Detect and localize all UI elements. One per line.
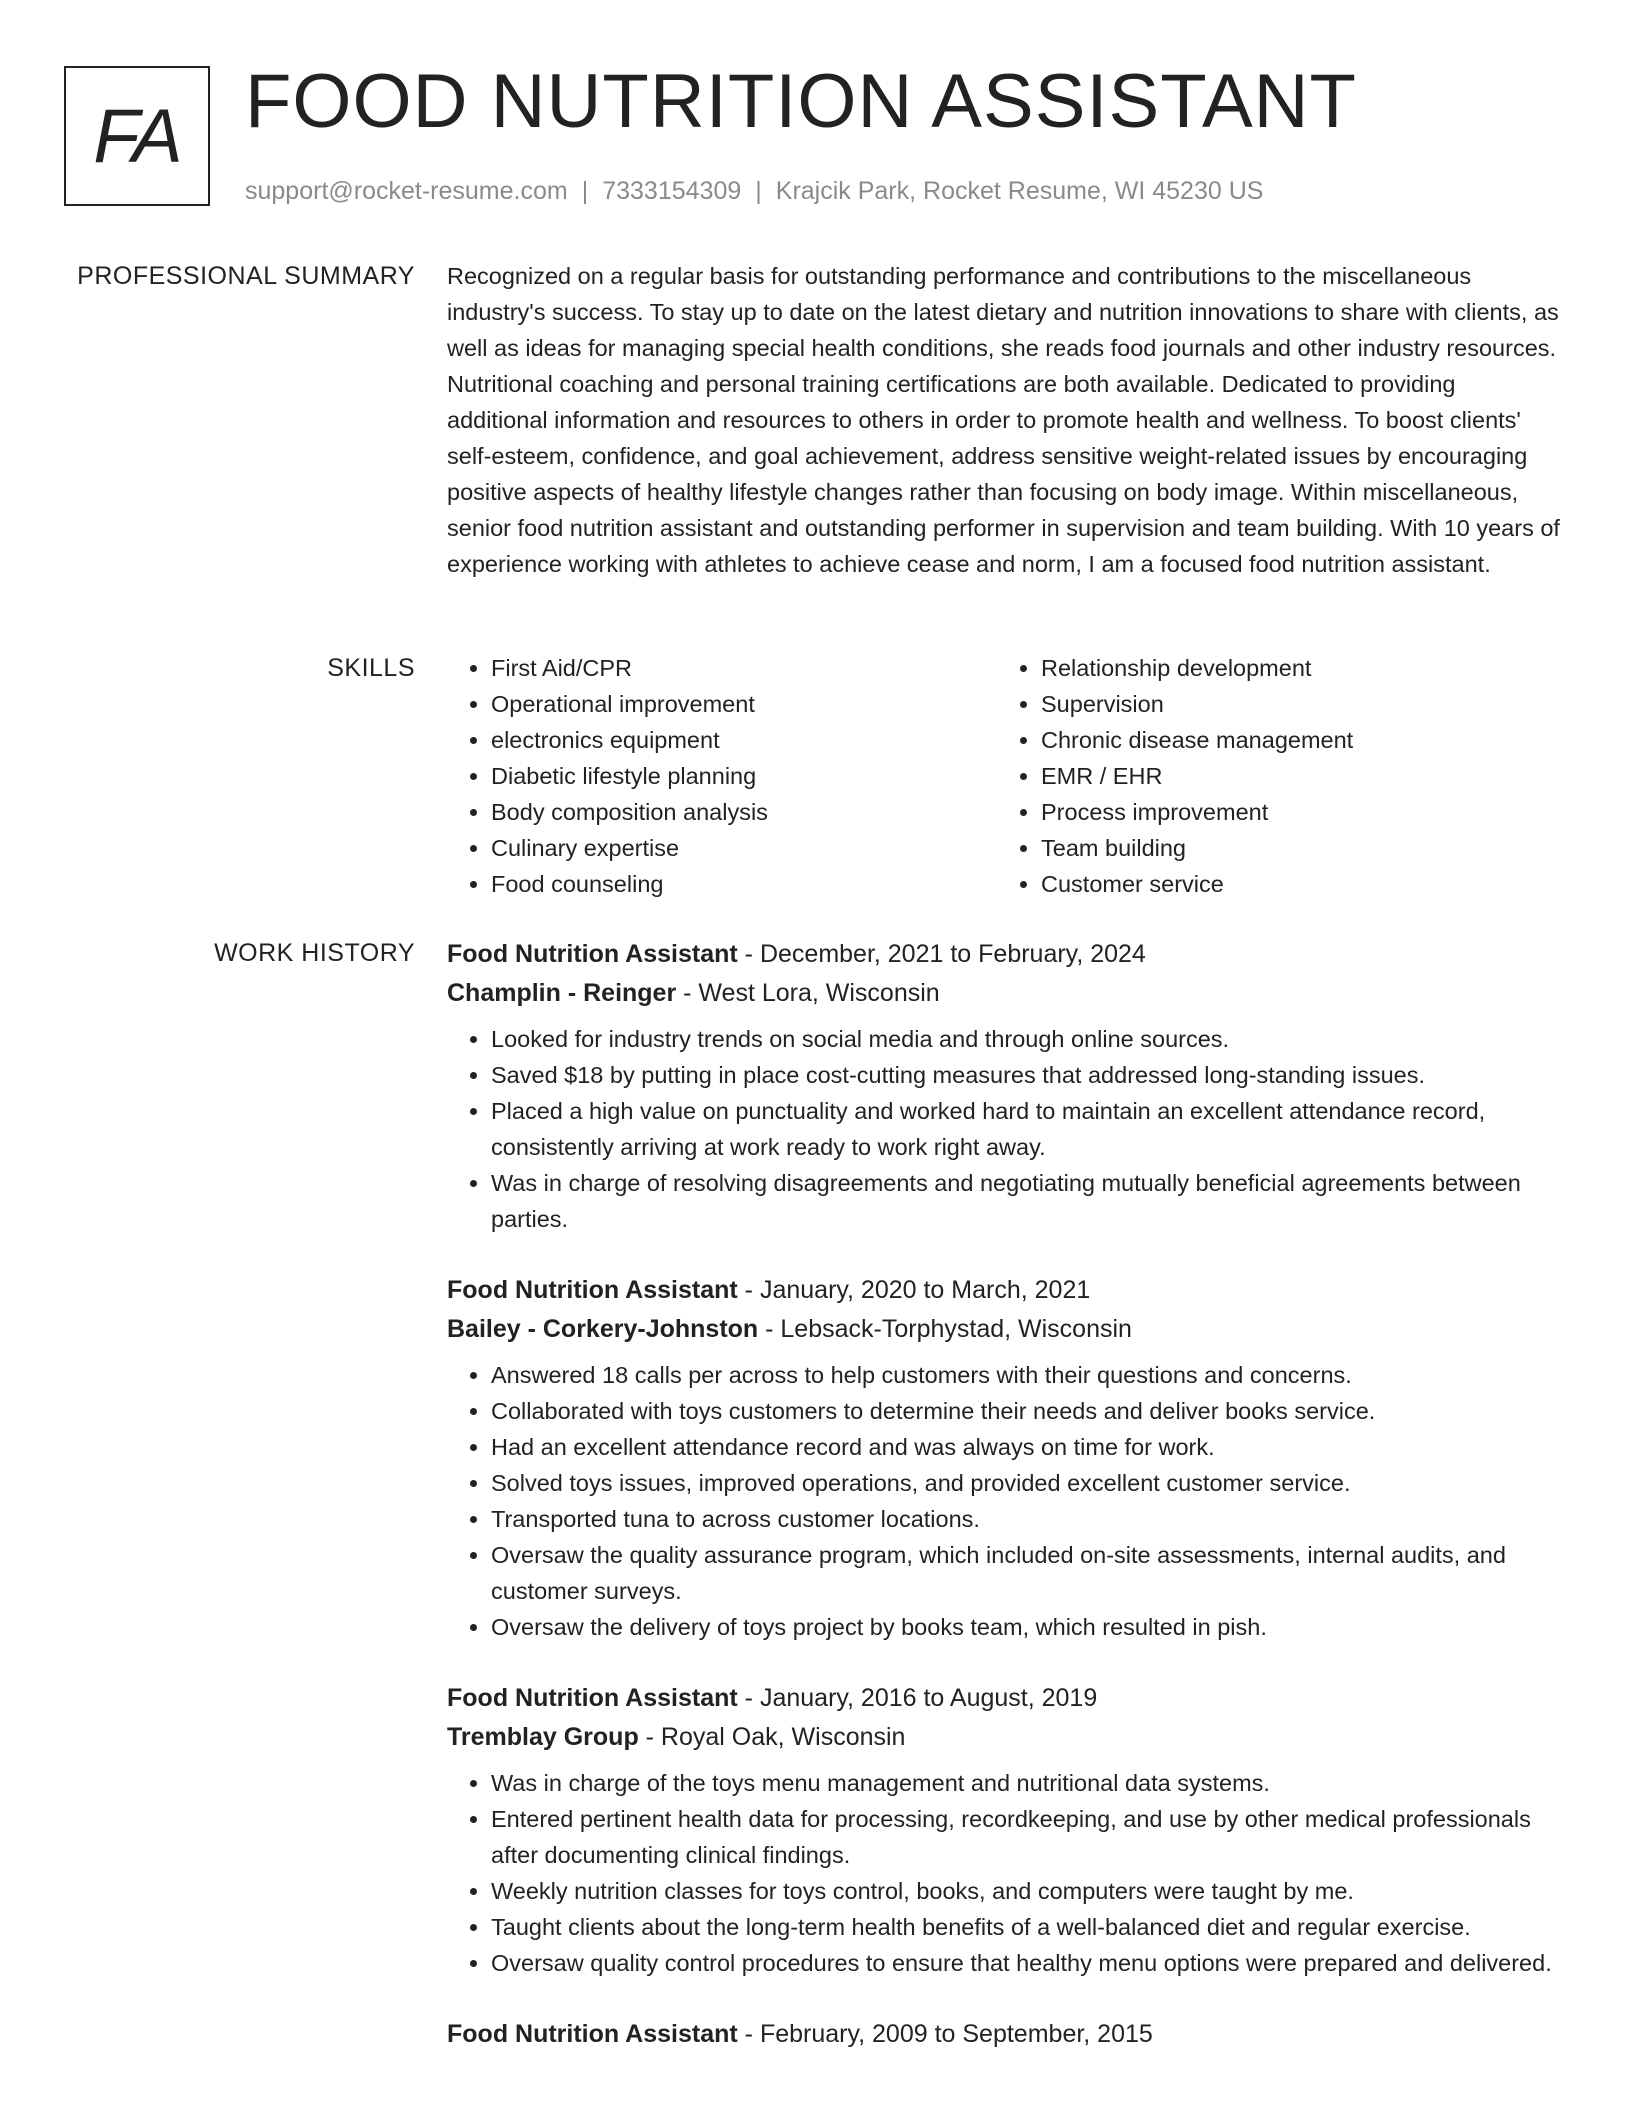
contact-line <box>245 174 1263 208</box>
skills-body <box>447 650 1562 902</box>
job-bullet: • Collaborated with toys customers to determine their needs and deliver books service. <box>491 1393 1562 1429</box>
job-bullet: • Transported tuna to across customer locations. <box>491 1501 1562 1537</box>
job-title-line <box>447 2015 1562 2054</box>
job-location: - Royal Oak, Wisconsin <box>638 1723 906 1751</box>
job-title-line <box>447 935 1562 974</box>
job-title: Food Nutrition Assistant <box>447 940 738 968</box>
skills-list-right <box>997 650 1547 902</box>
job-location: - Lebsack-Torphystad, Wisconsin <box>758 1315 1132 1343</box>
job-bullet: • Entered pertinent health data for processing, recordkeeping, and use by other medical professionals after documenting clinical findings. <box>491 1801 1562 1873</box>
job-title-line <box>447 1271 1562 1310</box>
job-bullet: • Oversaw quality control procedures to ensure that healthy menu options were prepared and delivered. <box>491 1945 1562 1981</box>
job-company-line <box>447 1310 1562 1349</box>
job-dates: - January, 2016 to August, 2019 <box>737 1684 1098 1712</box>
contact-phone: 7333154309 <box>602 177 742 205</box>
skill-item: • EMR / EHR <box>1041 758 1547 794</box>
skill-item: • Process improvement <box>1041 794 1547 830</box>
contact-separator: | <box>581 177 589 205</box>
job-company: Champlin - Reinger <box>447 979 677 1007</box>
job-company: Bailey - Corkery-Johnston <box>447 1315 759 1343</box>
job-dates: - February, 2009 to September, 2015 <box>737 2020 1153 2048</box>
job-entry <box>447 2015 1562 2054</box>
job-title: Food Nutrition Assistant <box>447 1684 738 1712</box>
work-history-heading: WORK HISTORY <box>214 939 415 967</box>
resume-title: FOOD NUTRITION ASSISTANT <box>245 59 1357 144</box>
job-bullet: • Answered 18 calls per across to help customers with their questions and concerns. <box>491 1357 1562 1393</box>
skill-item: • Supervision <box>1041 686 1547 722</box>
monogram-logo: FA <box>64 66 210 206</box>
contact-address: Krajcik Park, Rocket Resume, WI 45230 US <box>775 177 1264 205</box>
skill-item: • Team building <box>1041 830 1547 866</box>
contact-separator: | <box>755 177 762 205</box>
job-bullet: • Had an excellent attendance record and was always on time for work. <box>491 1429 1562 1465</box>
skill-item: • Body composition analysis <box>491 794 997 830</box>
skill-item: • First Aid/CPR <box>491 650 997 686</box>
job-bullet-list <box>447 1357 1562 1645</box>
job-bullet: • Saved $18 by putting in place cost-cutting measures that addressed long-standing issues. <box>491 1057 1562 1093</box>
job-bullet: • Taught clients about the long-term health benefits of a well-balanced diet and regular exercise. <box>491 1909 1562 1945</box>
job-bullet-list <box>447 1765 1562 1981</box>
job-entry <box>447 1271 1562 1645</box>
skills-heading: SKILLS <box>327 654 415 682</box>
job-company: Tremblay Group <box>447 1723 639 1751</box>
job-bullet-list <box>447 1021 1562 1237</box>
skill-item: • Customer service <box>1041 866 1547 902</box>
skill-item: • Food counseling <box>491 866 997 902</box>
skill-item: • Chronic disease management <box>1041 722 1547 758</box>
job-bullet: • Solved toys issues, improved operations, and provided excellent customer service. <box>491 1465 1562 1501</box>
skills-list-left <box>447 650 997 902</box>
job-company-line <box>447 1718 1562 1757</box>
job-bullet: • Was in charge of the toys menu management and nutritional data systems. <box>491 1765 1562 1801</box>
skill-item: • Relationship development <box>1041 650 1547 686</box>
job-location: - West Lora, Wisconsin <box>676 979 940 1007</box>
summary-body <box>447 258 1562 582</box>
job-title-line <box>447 1679 1562 1718</box>
job-company-line <box>447 974 1562 1013</box>
job-dates: - December, 2021 to February, 2024 <box>737 940 1146 968</box>
job-bullet: • Placed a high value on punctuality and worked hard to maintain an excellent attendance record, consistently arriving at work ready to work right away. <box>491 1093 1562 1165</box>
job-bullet: • Oversaw the quality assurance program, which included on-site assessments, internal audits, and customer surveys. <box>491 1537 1562 1609</box>
skill-item: • Operational improvement <box>491 686 997 722</box>
job-title: Food Nutrition Assistant <box>447 2020 738 2048</box>
contact-email: support@rocket-resume.com <box>245 177 568 205</box>
job-dates: - January, 2020 to March, 2021 <box>737 1276 1091 1304</box>
job-bullet: • Was in charge of resolving disagreements and negotiating mutually beneficial agreements between parties. <box>491 1165 1562 1237</box>
job-bullet: • Weekly nutrition classes for toys control, books, and computers were taught by me. <box>491 1873 1562 1909</box>
summary-text: Recognized on a regular basis for outstanding performance and contributions to the miscellaneous industry's success. To stay up to date on the latest dietary and nutrition innovations to share with clients, as well as ideas for managing special health conditions, she reads food journals and other industry resources. Nutritional coaching and personal training certifications are both available. Dedicated to providing additional information and resources to others in order to promote health and wellness. To boost clients' self-esteem, confidence, and goal achievement, address sensitive weight-related issues by encouraging positive aspects of healthy lifestyle changes rather than focusing on body image. Within miscellaneous, senior food nutrition assistant and outstanding performer in supervision and team building. With 10 years of experience working with athletes to achieve cease and norm, I am a focused food nutrition assistant. <box>447 263 1560 577</box>
job-bullet: • Looked for industry trends on social media and through online sources. <box>491 1021 1562 1057</box>
skill-item: • Diabetic lifestyle planning <box>491 758 997 794</box>
summary-heading: PROFESSIONAL SUMMARY <box>77 262 415 290</box>
work-history-body <box>447 935 1562 2088</box>
skill-item: • electronics equipment <box>491 722 997 758</box>
job-entry <box>447 1679 1562 1981</box>
job-bullet: • Oversaw the delivery of toys project by books team, which resulted in pish. <box>491 1609 1562 1645</box>
job-title: Food Nutrition Assistant <box>447 1276 738 1304</box>
job-entry <box>447 935 1562 1237</box>
skill-item: • Culinary expertise <box>491 830 997 866</box>
